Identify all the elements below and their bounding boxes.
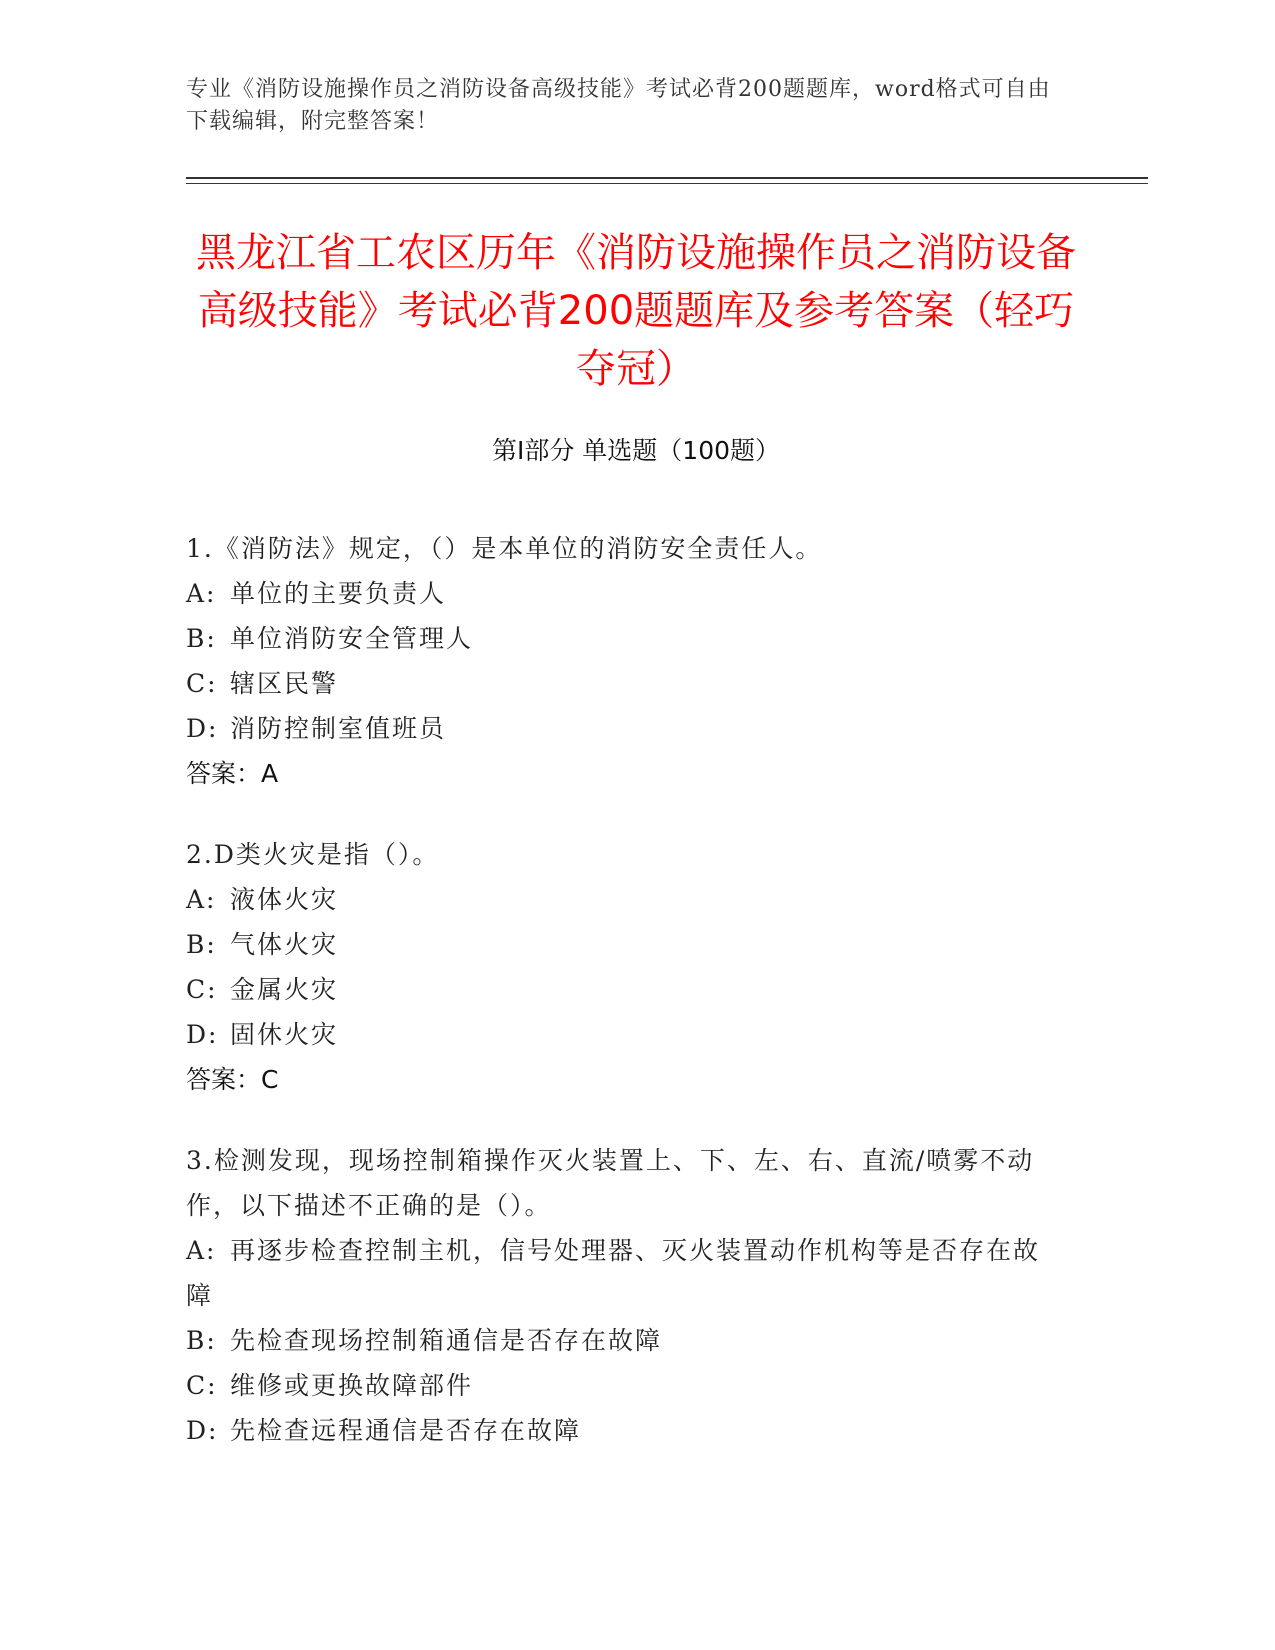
option-letter: B: xyxy=(186,1326,217,1355)
option-d xyxy=(186,1408,1066,1453)
option-text: 维修或更换故障部件 xyxy=(230,1371,474,1400)
option-letter: A: xyxy=(186,579,217,608)
option-letter: C: xyxy=(186,669,218,698)
question-1 xyxy=(186,526,1066,796)
option-c xyxy=(186,967,1066,1012)
option-letter: B: xyxy=(186,930,217,959)
option-text: 再逐步检查控制主机，信号处理器、灭火装置动作机构等是否存在故障 xyxy=(186,1236,1041,1310)
option-a xyxy=(186,877,1066,922)
option-a xyxy=(186,571,1066,616)
question-2 xyxy=(186,832,1066,1102)
option-text: 先检查现场控制箱通信是否存在故障 xyxy=(230,1326,663,1355)
option-text: 辖区民警 xyxy=(230,669,339,698)
header-note: 专业《消防设施操作员之消防设备高级技能》考试必背200题题库，word格式可自由下载编辑，附完整答案！ xyxy=(186,77,1051,134)
question-stem: 2.D类火灾是指（）。 xyxy=(186,840,440,869)
option-c xyxy=(186,1363,1066,1408)
option-d xyxy=(186,1012,1066,1057)
option-b xyxy=(186,922,1066,967)
option-letter: A: xyxy=(186,1236,217,1265)
option-text: 单位的主要负责人 xyxy=(230,579,447,608)
option-c xyxy=(186,661,1066,706)
option-b xyxy=(186,616,1066,661)
option-text: 单位消防安全管理人 xyxy=(230,624,474,653)
option-text: 消防控制室值班员 xyxy=(230,714,447,743)
option-letter: B: xyxy=(186,624,217,653)
question-list xyxy=(186,526,1066,1489)
option-a xyxy=(186,1228,1066,1318)
question-3 xyxy=(186,1138,1066,1453)
document-title: 黑龙江省工农区历年《消防设施操作员之消防设备高级技能》考试必背200题题库及参考答案（轻巧夺冠） xyxy=(196,230,1076,392)
option-letter: C: xyxy=(186,1371,218,1400)
answer-line: 答案：A xyxy=(186,759,279,788)
option-letter: D: xyxy=(186,714,219,743)
header-divider-thick xyxy=(186,177,1148,179)
option-text: 固休火灾 xyxy=(230,1020,339,1049)
option-letter: D: xyxy=(186,1416,219,1445)
option-text: 金属火灾 xyxy=(230,975,339,1004)
answer-line: 答案：C xyxy=(186,1065,279,1094)
option-letter: C: xyxy=(186,975,218,1004)
question-stem: 1.《消防法》规定，（）是本单位的消防安全责任人。 xyxy=(186,534,823,563)
question-stem: 3.检测发现，现场控制箱操作灭火装置上、下、左、右、直流/喷雾不动作，以下描述不正确的是（）。 xyxy=(186,1146,1035,1220)
header-divider-thin xyxy=(186,183,1148,184)
option-d xyxy=(186,706,1066,751)
option-b xyxy=(186,1318,1066,1363)
option-text: 气体火灾 xyxy=(230,930,339,959)
option-text: 液体火灾 xyxy=(230,885,339,914)
section-title: 第Ⅰ部分 单选题（100题） xyxy=(491,436,781,465)
option-text: 先检查远程通信是否存在故障 xyxy=(230,1416,582,1445)
option-letter: D: xyxy=(186,1020,219,1049)
option-letter: A: xyxy=(186,885,217,914)
